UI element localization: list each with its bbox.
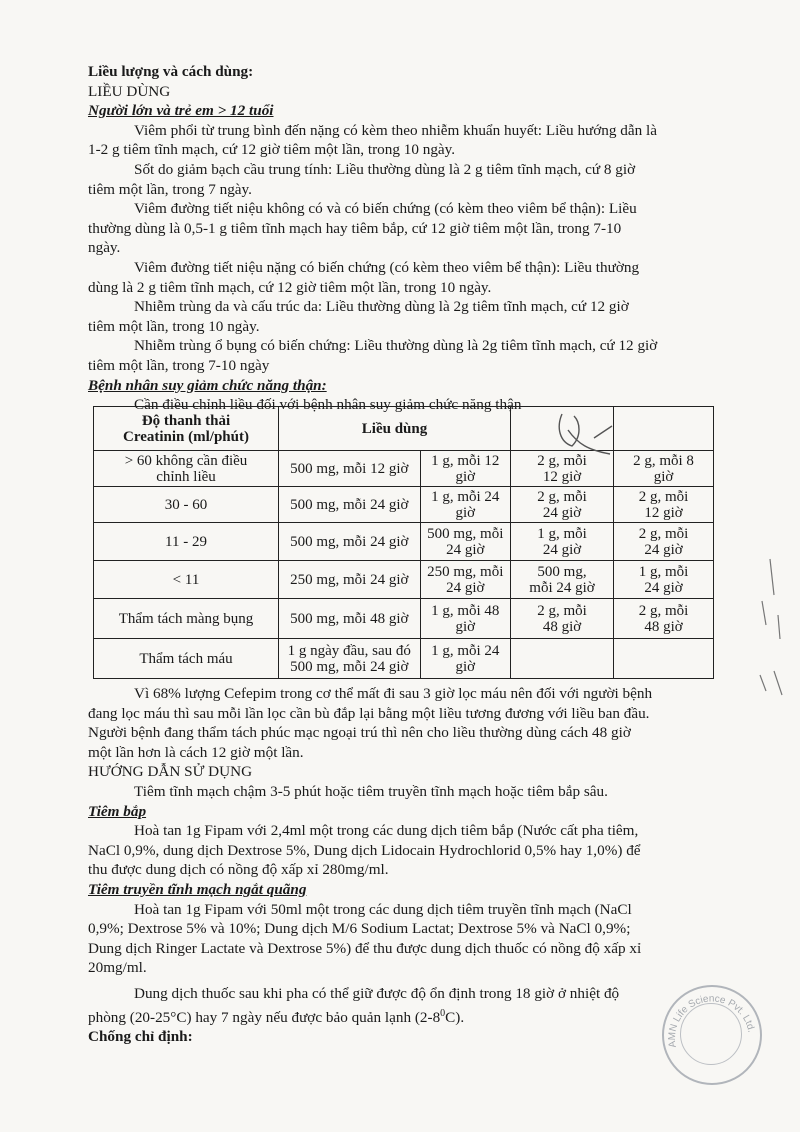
stamp-lettering [664,987,760,1083]
para-line: Vì 68% lượng Cefepim trong cơ thể mất đi sau 3 giờ lọc máu nên đối với người bệnh [134,685,653,702]
table-cell-c3 [420,561,510,599]
cell-line: 1 g, mỗi 12 [431,452,500,469]
cell-line: 2 g, mỗi [537,452,587,469]
table-cell-c1 [94,561,279,599]
cell-line: 250 mg, mỗi [427,563,504,580]
para-line: Viêm đường tiết niệu nặng có biến chứng (có kèm theo viêm bể thận): Liều thường [134,258,640,276]
cell-line: 2 g, mỗi [537,488,587,505]
cell-line: 1 g, mỗi 24 [431,488,500,505]
para-line: Dung dịch thuốc sau khi pha có thể giữ được độ ổn định trong 18 giờ ở nhiệt độ [134,984,620,1002]
table-cell-c1 [94,487,279,523]
table-row [94,561,714,599]
adult-paragraph [88,258,728,297]
cell-line: mỗi 24 giờ [529,579,595,596]
subheading-adult: Người lớn và trẻ em > 12 tuổi [88,102,274,120]
cell-line: 24 giờ [542,541,582,558]
section-heading-dosage: Liều lượng và cách dùng: [88,63,254,80]
after-table-section [88,684,728,1047]
cell-line: 500 mg, mỗi 24 giờ [290,496,409,513]
para-line: Nhiễm trùng ổ bụng có biến chứng: Liều thường dùng là 2g tiêm tĩnh mạch, cứ 12 giờ [134,337,658,355]
table-cell-c1 [94,639,279,679]
renal-intro: Cần điều chỉnh liều đối với bệnh nhân suy giảm chức năng thận [134,396,522,414]
para-line: dùng là 2 g tiêm tĩnh mạch, cứ 12 giờ tiêm một lần, trong 10 ngày. [88,278,492,296]
table-cell-c1 [94,599,279,639]
cell-line: 48 giờ [644,618,683,635]
para-line: một lần hơn là cách 12 giờ một lần. [88,743,304,761]
table-row [94,523,714,561]
cell-line: 1 g ngày đầu, sau đó [287,642,411,659]
renal-dose-table [93,406,714,679]
table-row [94,599,714,639]
document-page [88,62,728,415]
table-cell-c4 [511,639,614,679]
table-cell-c5 [614,523,714,561]
table-cell-c3 [420,451,510,487]
stability-text: phòng (20-25°C) hay 7 ngày nếu được bảo quản lạnh (2-8 [88,1008,441,1026]
para-line: thu được dung dịch có nồng độ xấp xỉ 280mg/ml. [88,861,389,879]
cell-line: < 11 [172,571,200,588]
adult-paragraph [88,160,728,199]
cell-line: 30 - 60 [164,496,208,513]
adult-paragraph [88,199,728,258]
cell-line: 500 mg, mỗi 24 giờ [290,658,409,675]
para-line: 0,9%; Dextrose 5% và 10%; Dung dịch M/6 Sodium Lactat; Dextrose 5% và NaCl 0,9%; [88,920,631,938]
para-line [88,1004,728,1028]
para-line: Viêm đường tiết niệu không có và có biến chứng (có kèm theo viêm bể thận): Liều [134,200,637,218]
table-cell-c1 [94,523,279,561]
table-cell-c2 [279,599,421,639]
cell-line: 2 g, mỗi [537,602,587,619]
table-cell-c2 [279,523,421,561]
table-cell-c4 [511,561,614,599]
table-cell-c2 [279,487,421,523]
section-heading-usage: HƯỚNG DẪN SỬ DỤNG [88,763,253,781]
para-line: Nhiễm trùng da và cấu trúc da: Liều thường dùng là 2g tiêm tĩnh mạch, cứ 12 giờ [134,298,629,316]
para-line: Hoà tan 1g Fipam với 50ml một trong các dung dịch tiêm truyền tĩnh mạch (NaCl [134,900,632,918]
cell-line: 24 giờ [644,541,683,558]
adult-paragraph [88,297,728,336]
header-clearance-line: Creatinin (ml/phút) [123,428,249,445]
table-cell-c3 [420,523,510,561]
para-line: NaCl 0,9%, dung dịch Dextrose 5%, Dung dịch Lidocain Hydrochlorid 0,5% hay 1,0%) để [88,841,641,859]
para-line: Sốt do giảm bạch cầu trung tính: Liều thường dùng là 2 g tiêm tĩnh mạch, cứ 8 giờ [134,160,636,178]
subheading-renal: Bệnh nhân suy giảm chức năng thận: [88,376,327,394]
para-line: đang lọc máu thì sau mỗi lần lọc cần bù đắp lại bằng một liều tương đương với liều ban đầu. [88,704,650,722]
cell-line: 12 giờ [542,468,582,485]
cell-line: 48 giờ [542,618,582,635]
table-cell-c5 [614,451,714,487]
table-cell-c3 [420,639,510,679]
table-header-row [94,407,714,451]
cell-line: 12 giờ [644,504,683,521]
cell-line: 250 mg, mỗi 24 giờ [290,571,409,588]
header-blank [614,407,714,451]
cell-line: 24 giờ [446,541,485,558]
adult-paragraph [88,121,728,160]
cell-line: 11 - 29 [165,533,207,550]
superscript: 0 [440,1007,446,1019]
cell-line: 2 g, mỗi [638,488,689,505]
adult-paragraph [88,336,728,375]
header-clearance [94,407,279,451]
para-line: thường dùng là 0,5-1 g tiêm tĩnh mạch hay tiêm bắp, cứ 12 giờ tiêm một lần, trong 7-10 [88,219,622,237]
cell-line: 500 mg, mỗi 12 giờ [290,460,409,477]
table-cell-c3 [420,599,510,639]
table-row [94,639,714,679]
cell-line: giờ [455,504,476,521]
table-cell-c2 [279,639,421,679]
cell-line: 2 g, mỗi [638,602,689,619]
margin-scribbles [752,555,792,715]
cell-line: 24 giờ [542,504,582,521]
svg-text:AMN Life Science Pvt. Ltd.: AMN Life Science Pvt. Ltd. [666,993,757,1049]
handwritten-mark [548,408,618,458]
cell-line: giờ [455,468,476,485]
cell-line: 500 mg, [537,563,587,580]
para-line: 1-2 g tiêm tĩnh mạch, cứ 12 giờ tiêm một lần, trong 10 ngày. [88,141,456,159]
cell-line: giờ [455,618,476,635]
table-cell-c4 [511,599,614,639]
para-line: Hoà tan 1g Fipam với 2,4ml một trong các dung dịch tiêm bắp (Nước cất pha tiêm, [134,822,639,840]
cell-line: 24 giờ [644,579,683,596]
header-clearance-line: Độ thanh thải [141,412,231,429]
cell-line: Thẩm tách màng bụng [118,610,254,627]
cell-line: giờ [653,468,674,485]
para-line: Người bệnh đang thẩm tách phúc mạc ngoại trú thì nên cho liều thường dùng cách 48 giờ [88,724,631,742]
table-cell-c3 [420,487,510,523]
para-line: tiêm một lần, trong 7 ngày. [88,180,252,198]
subheading-im: Tiêm bắp [88,802,147,820]
section-heading-dose: LIỀU DÙNG [88,82,171,100]
table-row [94,487,714,523]
table-cell-c2 [279,561,421,599]
para-line: tiêm một lần, trong 7-10 ngày [88,356,270,374]
cell-line: 1 g, mỗi [537,525,587,542]
cell-line: 1 g, mỗi 48 [431,602,500,619]
cell-line: 24 giờ [446,579,485,596]
table-row [94,451,714,487]
table-cell-c5 [614,561,714,599]
cell-line: 500 mg, mỗi [427,525,504,542]
subheading-iv: Tiêm truyền tĩnh mạch ngắt quãng [88,880,307,898]
cell-line: > 60 không cần điều [124,452,248,469]
para-line: Viêm phổi từ trung bình đến nặng có kèm theo nhiễm khuẩn huyết: Liều hướng dẫn là [134,121,657,139]
table-cell-c5 [614,639,714,679]
company-stamp [662,985,762,1085]
cell-line: giờ [455,658,476,675]
table-cell-c1 [94,451,279,487]
section-heading-contra: Chống chỉ định: [88,1028,193,1046]
cell-line: 1 g, mỗi 24 [431,642,500,659]
table-cell-c4 [511,487,614,523]
cell-line: chỉnh liều [156,468,216,485]
header-dose: Liều dùng [279,407,511,451]
table-body [94,451,714,679]
table-cell-c4 [511,523,614,561]
cell-line: 1 g, mỗi [638,563,689,580]
para-line: Dung dịch Ringer Lactate và Dextrose 5%) để thu được dung dịch thuốc có nồng độ xấp xỉ [88,939,642,957]
usage-intro: Tiêm tĩnh mạch chậm 3-5 phút hoặc tiêm truyền tĩnh mạch hoặc tiêm bắp sâu. [134,782,608,800]
table-cell-c5 [614,599,714,639]
para-line: tiêm một lần, trong 10 ngày. [88,317,260,335]
stability-text: C). [445,1008,465,1026]
cell-line: Thẩm tách máu [139,650,233,667]
cell-line: 500 mg, mỗi 48 giờ [290,610,409,627]
para-line: 20mg/ml. [88,959,147,977]
table-cell-c5 [614,487,714,523]
table-cell-c2 [279,451,421,487]
cell-line: 500 mg, mỗi 24 giờ [290,533,409,550]
cell-line: 2 g, mỗi [638,525,689,542]
para-line: ngày. [88,239,121,257]
cell-line: 2 g, mỗi 8 [633,452,694,469]
